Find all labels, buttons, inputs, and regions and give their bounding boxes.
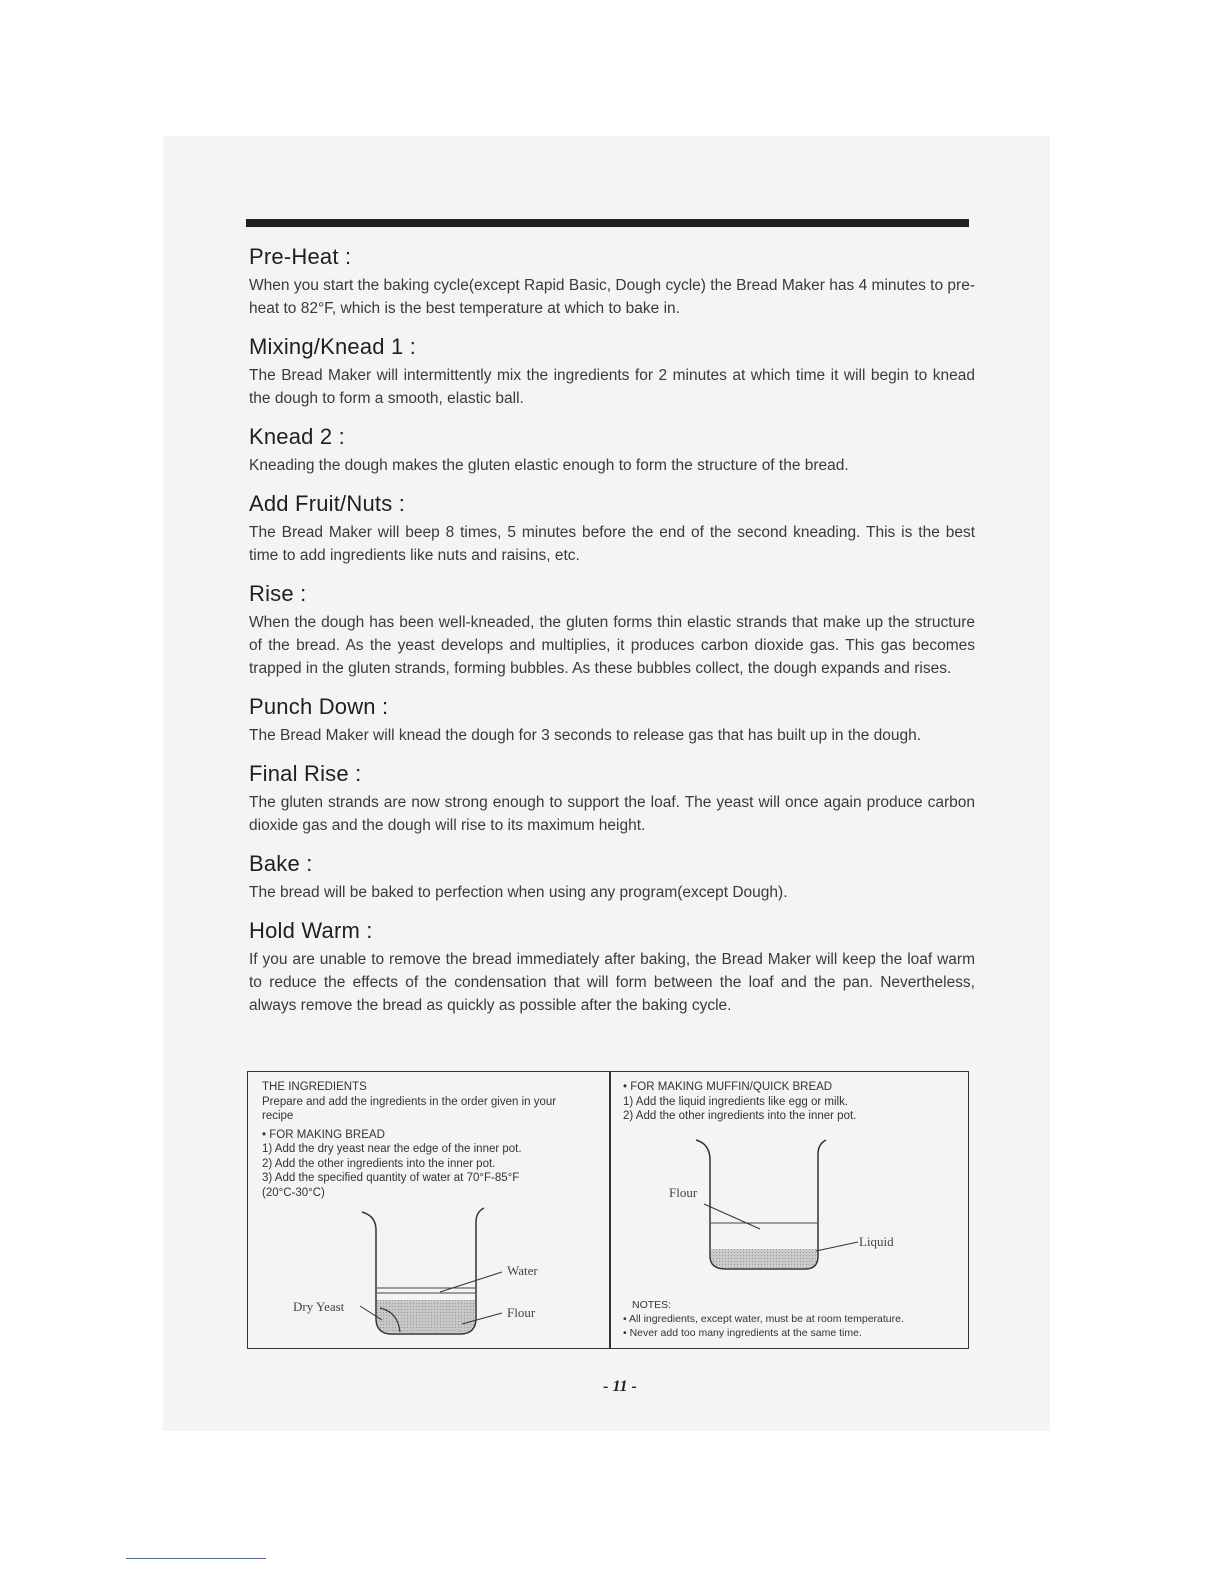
section-mixing-knead-1 <box>249 334 975 410</box>
ingredients-box-divider <box>609 1071 611 1349</box>
bread-step: 1) Add the dry yeast near the edge of the inner pot. <box>262 1143 522 1155</box>
footnote-rule <box>126 1558 266 1559</box>
section-body: The gluten strands are now strong enough to support the loaf. The yeast will once again produce carbon dioxide gas and the dough will rise to its maximum height. <box>249 794 975 834</box>
section-title: Pre-Heat : <box>249 244 352 269</box>
section-title: Knead 2 : <box>249 424 345 449</box>
instructions-content <box>249 244 975 1031</box>
muffin-subheading: • FOR MAKING MUFFIN/QUICK BREAD <box>623 1081 833 1093</box>
section-body: When the dough has been well-kneaded, the gluten forms thin elastic strands that make up the structure of the bread. As the yeast develops and multiplies, it produces carbon dioxide gas. This gas becomes trapped in the gluten strands, forming bubbles. As these bubbles collect, the dough expands and rises. <box>249 614 975 677</box>
bread-step: (20°C-30°C) <box>262 1186 325 1199</box>
bread-subheading: • FOR MAKING BREAD <box>262 1128 385 1141</box>
section-title: Final Rise : <box>249 761 362 786</box>
dry-yeast-label: Dry Yeast <box>293 1299 345 1314</box>
muffin-instructions <box>623 1080 963 1124</box>
muffin-step: 1) Add the liquid ingredients like egg or milk. <box>623 1095 849 1108</box>
bread-step: 2) Add the other ingredients into the inner pot. <box>262 1157 496 1170</box>
bread-instructions <box>262 1080 602 1200</box>
flour-label: Flour <box>669 1185 698 1200</box>
ingredients-heading: THE INGREDIENTS <box>262 1081 367 1093</box>
liquid-label: Liquid <box>859 1234 894 1249</box>
flour-label: Flour <box>507 1305 536 1320</box>
section-title: Bake : <box>249 851 313 876</box>
page-number: - 11 - <box>603 1378 637 1395</box>
flour-leader-line <box>704 1204 760 1229</box>
section-body: The Bread Maker will beep 8 times, 5 minutes before the end of the second kneading. This is the best time to add ingredients like nuts and raisins, etc. <box>249 524 975 564</box>
notes <box>623 1298 963 1340</box>
section-final-rise <box>249 761 975 837</box>
section-body: Kneading the dough makes the gluten elastic enough to form the structure of the bread. <box>249 457 849 474</box>
section-title: Punch Down : <box>249 694 389 719</box>
section-rise <box>249 581 975 680</box>
note-item: • Never add too many ingredients at the same time. <box>623 1327 862 1339</box>
section-body: If you are unable to remove the bread immediately after baking, the Bread Maker will keep the loaf warm to reduce the effects of the condensation that will form between the loaf and the pan. Nevertheless, always remove the bread as quickly as possible after the baking cycle. <box>249 951 975 1014</box>
section-body: The Bread Maker will knead the dough for 3 seconds to release gas that has built up in the dough. <box>249 727 922 744</box>
flour-layer <box>377 1300 475 1333</box>
section-body: When you start the baking cycle(except Rapid Basic, Dough cycle) the Bread Maker has 4 minutes to pre-heat to 82°F, which is the best temperature at which to bake in. <box>249 277 975 317</box>
section-title: Hold Warm : <box>249 918 373 943</box>
section-punch-down <box>249 694 975 747</box>
liquid-layer <box>711 1249 817 1268</box>
section-body: The bread will be baked to perfection when using any program(except Dough). <box>249 884 788 901</box>
water-leader-line <box>440 1272 502 1292</box>
notes-heading: NOTES: <box>632 1299 672 1311</box>
header-rule <box>246 219 969 227</box>
section-pre-heat <box>249 244 975 320</box>
section-knead-2 <box>249 424 975 477</box>
section-body: The Bread Maker will intermittently mix the ingredients for 2 minutes at which time it will begin to knead the dough to form a smooth, elastic ball. <box>249 367 975 407</box>
muffin-step: 2) Add the other ingredients into the inner pot. <box>623 1110 857 1122</box>
section-bake <box>249 851 975 904</box>
section-title: Rise : <box>249 581 307 606</box>
bread-pan-diagram <box>280 1200 580 1345</box>
section-title: Add Fruit/Nuts : <box>249 491 406 516</box>
note-item: • All ingredients, except water, must be at room temperature. <box>623 1313 904 1325</box>
liquid-leader-line <box>816 1242 858 1251</box>
bread-step: 3) Add the specified quantity of water at 70°F-85°F <box>262 1172 520 1184</box>
ingredients-intro: Prepare and add the ingredients in the order given in your recipe <box>262 1095 557 1122</box>
section-add-fruit-nuts <box>249 491 975 567</box>
muffin-pan-diagram <box>640 1134 940 1279</box>
section-title: Mixing/Knead 1 : <box>249 334 417 359</box>
section-hold-warm <box>249 918 975 1017</box>
water-label: Water <box>507 1263 538 1278</box>
